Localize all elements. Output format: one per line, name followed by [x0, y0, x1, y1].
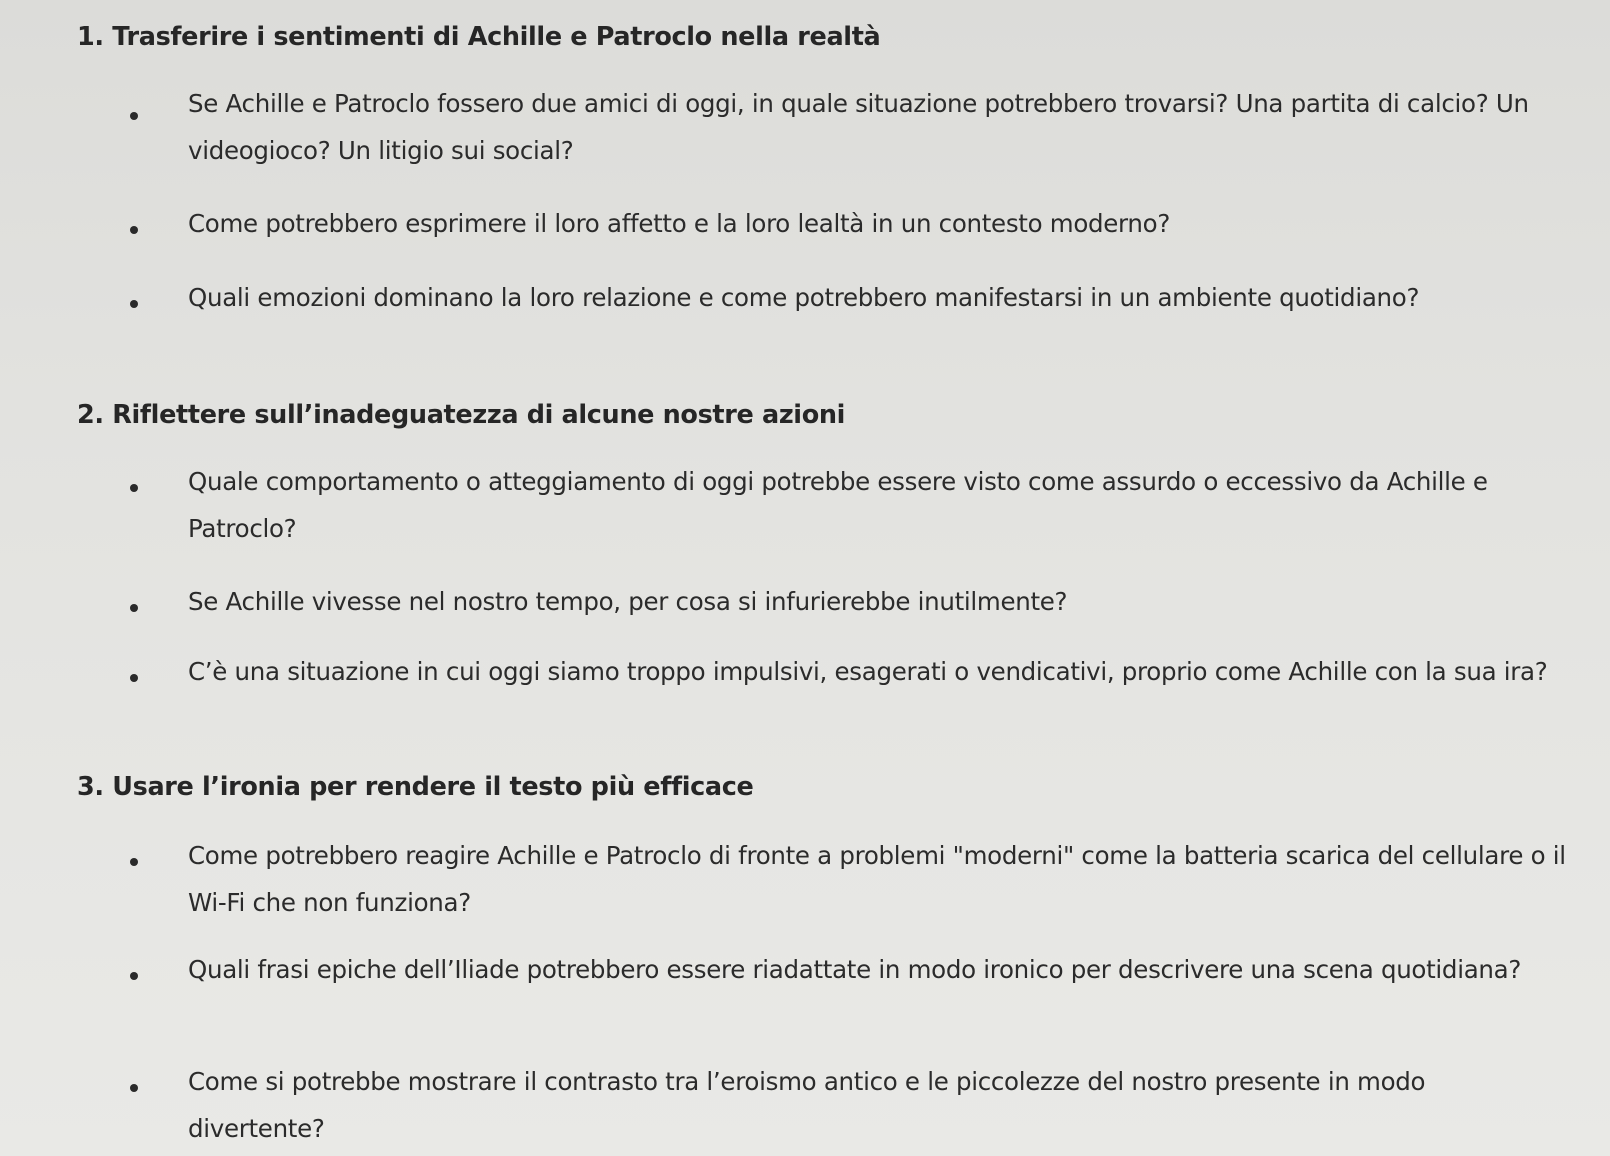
bullet-icon: [130, 226, 138, 234]
list-item-text: Quale comportamento o atteggiamento di oggi potrebbe essere visto come assurdo o eccessivo da Achille e Patroclo?: [188, 467, 1488, 543]
section-heading: 1. Trasferire i sentimenti di Achille e Patroclo nella realtà: [77, 22, 881, 52]
list-item-text: Se Achille e Patroclo fossero due amici di oggi, in quale situazione potrebbero trovarsi? Una partita di calcio? Un videogioco? Un litigio sui social?: [188, 89, 1529, 165]
bullet-icon: [130, 112, 138, 120]
list-item-text: Come potrebbero esprimere il loro affetto e la loro lealtà in un contesto moderno?: [188, 209, 1171, 238]
list-item-text: Se Achille vivesse nel nostro tempo, per cosa si infurierebbe inutilmente?: [188, 587, 1068, 616]
list-item-text: Quali frasi epiche dell’Iliade potrebbero essere riadattate in modo ironico per descrivere una scena quotidiana?: [188, 955, 1522, 984]
bullet-icon: [130, 300, 138, 308]
bullet-icon: [130, 1084, 138, 1092]
bullet-icon: [130, 972, 138, 980]
bullet-icon: [130, 858, 138, 866]
list-item-text: Come potrebbero reagire Achille e Patroclo di fronte a problemi "moderni" come la batteria scarica del cellulare o il Wi-Fi che non funziona?: [188, 841, 1566, 917]
bullet-icon: [130, 674, 138, 682]
list-item-text: Quali emozioni dominano la loro relazione e come potrebbero manifestarsi in un ambiente quotidiano?: [188, 283, 1420, 312]
bullet-icon: [130, 604, 138, 612]
bullet-icon: [130, 484, 138, 492]
list-item-text: C’è una situazione in cui oggi siamo troppo impulsivi, esagerati o vendicativi, proprio come Achille con la sua ira?: [188, 657, 1548, 686]
section-heading: 2. Riflettere sull’inadeguatezza di alcune nostre azioni: [77, 400, 846, 430]
list-item-text: Come si potrebbe mostrare il contrasto tra l’eroismo antico e le piccolezze del nostro presente in modo divertente?: [188, 1067, 1426, 1143]
section-heading: 3. Usare l’ironia per rendere il testo più efficace: [77, 772, 754, 802]
